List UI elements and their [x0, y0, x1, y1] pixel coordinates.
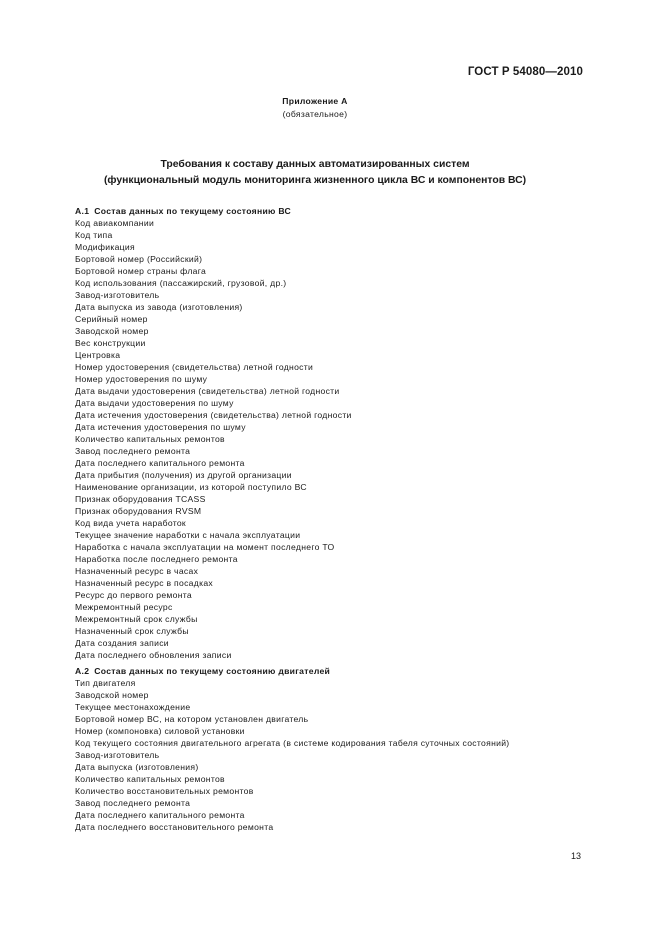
list-item: Дата выдачи удостоверения (свидетельства) летной годности	[75, 386, 340, 396]
list-item: Дата выпуска (изготовления)	[75, 762, 199, 772]
list-item: Наработка после последнего ремонта	[75, 554, 238, 564]
list-item: Центровка	[75, 350, 121, 360]
document-body	[75, 205, 605, 833]
list-item: Бортовой номер (Российский)	[75, 254, 203, 264]
list-item: Текущее значение наработки с начала эксплуатации	[75, 530, 301, 540]
list-item: Признак оборудования RVSM	[75, 506, 202, 516]
document-title-line-2: (функциональный модуль мониторинга жизненного цикла ВС и компонентов ВС)	[103, 174, 527, 186]
section-a2-list	[75, 677, 605, 833]
list-item: Количество капитальных ремонтов	[75, 774, 225, 784]
list-item: Код вида учета наработок	[75, 518, 186, 528]
list-item: Номер удостоверения по шуму	[75, 374, 208, 384]
list-item: Номер (компоновка) силовой установки	[75, 726, 245, 736]
list-item: Назначенный ресурс в часах	[75, 566, 199, 576]
list-item: Код типа	[75, 230, 113, 240]
section-heading-text: Состав данных по текущему состоянию ВС	[94, 206, 292, 216]
list-item: Наработка с начала эксплуатации на момент последнего ТО	[75, 542, 335, 552]
list-item: Межремонтный ресурс	[75, 602, 173, 612]
appendix-title: Приложение А	[282, 96, 348, 106]
section-heading-a2	[75, 665, 605, 677]
list-item: Наименование организации, из которой поступило ВС	[75, 482, 307, 492]
list-item: Бортовой номер ВС, на котором установлен двигатель	[75, 714, 309, 724]
list-item: Дата выдачи удостоверения по шуму	[75, 398, 234, 408]
appendix-status: (обязательное)	[282, 108, 348, 119]
list-item: Тип двигателя	[75, 678, 136, 688]
standard-designation: ГОСТ Р 54080—2010	[467, 66, 583, 78]
list-item: Код авиакомпании	[75, 218, 155, 228]
list-item: Признак оборудования TCASS	[75, 494, 206, 504]
list-item: Дата прибытия (получения) из другой организации	[75, 470, 292, 480]
document-title-line-1: Требования к составу данных автоматизированных систем	[160, 159, 470, 170]
list-item: Количество капитальных ремонтов	[75, 434, 225, 444]
list-item: Ресурс до первого ремонта	[75, 590, 192, 600]
list-item: Дата последнего капитального ремонта	[75, 810, 245, 820]
list-item: Номер удостоверения (свидетельства) летной годности	[75, 362, 314, 372]
list-item: Завод последнего ремонта	[75, 446, 191, 456]
list-item: Серийный номер	[75, 314, 148, 324]
list-item: Дата выпуска из завода (изготовления)	[75, 302, 243, 312]
list-item: Завод-изготовитель	[75, 750, 160, 760]
list-item: Заводской номер	[75, 690, 149, 700]
list-item: Количество восстановительных ремонтов	[75, 786, 254, 796]
list-item: Дата истечения удостоверения по шуму	[75, 422, 246, 432]
list-item: Завод последнего ремонта	[75, 798, 191, 808]
list-item: Код текущего состояния двигательного агрегата (в системе кодирования табеля суточных состояний)	[75, 738, 510, 748]
appendix-heading	[0, 95, 630, 120]
section-a1-list	[75, 217, 605, 661]
section-number: А.1	[75, 206, 90, 216]
list-item: Межремонтный срок службы	[75, 614, 198, 624]
list-item: Код использования (пассажирский, грузовой, др.)	[75, 278, 287, 288]
list-item: Заводской номер	[75, 326, 149, 336]
list-item: Вес конструкции	[75, 338, 146, 348]
list-item: Назначенный ресурс в посадках	[75, 578, 214, 588]
list-item: Бортовой номер страны флага	[75, 266, 207, 276]
list-item: Завод-изготовитель	[75, 290, 160, 300]
list-item: Дата последнего восстановительного ремонта	[75, 822, 274, 832]
list-item: Дата создания записи	[75, 638, 169, 648]
list-item: Дата последнего обновления записи	[75, 650, 232, 660]
list-item: Текущее местонахождение	[75, 702, 191, 712]
page-number: 13	[570, 851, 581, 861]
section-number: А.2	[75, 666, 90, 676]
section-heading-text: Состав данных по текущему состоянию двигателей	[94, 666, 331, 676]
list-item: Модификация	[75, 242, 135, 252]
list-item: Дата последнего капитального ремонта	[75, 458, 245, 468]
document-title	[0, 157, 630, 188]
list-item: Дата истечения удостоверения (свидетельства) летной годности	[75, 410, 352, 420]
list-item: Назначенный срок службы	[75, 626, 189, 636]
section-heading-a1	[75, 205, 605, 217]
